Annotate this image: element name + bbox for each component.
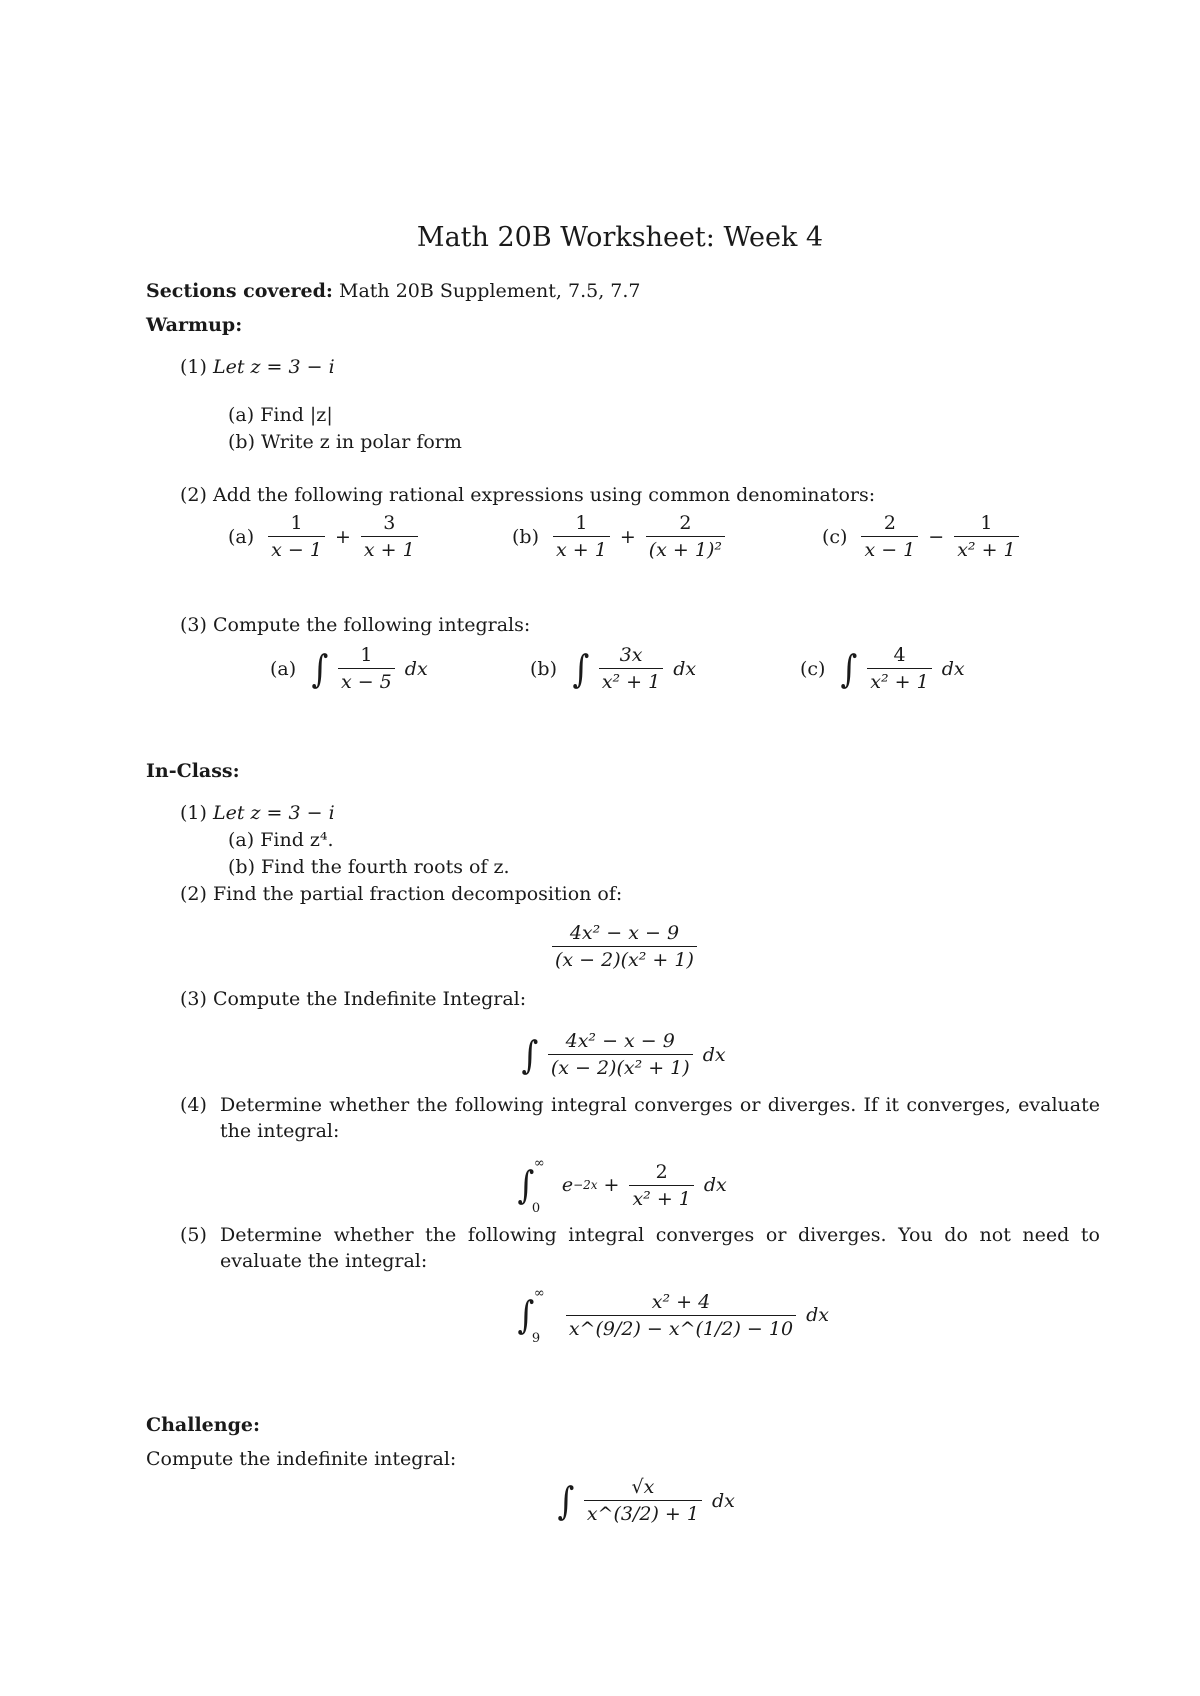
- challenge-text: Compute the indefinite integral:: [146, 1448, 457, 1470]
- fraction: [954, 512, 1018, 561]
- problem-number: (5): [180, 1224, 207, 1246]
- part-text: Find z⁴.: [260, 829, 334, 851]
- operator: +: [334, 525, 351, 548]
- problem-number: (2): [180, 484, 207, 506]
- numerator: 1: [575, 512, 588, 534]
- inclass-problem-4: [180, 1092, 1100, 1144]
- warmup-1a: [228, 404, 333, 426]
- integral-limits: [531, 1156, 556, 1216]
- numerator: 4x² − x − 9: [565, 1030, 675, 1052]
- denominator: x − 5: [338, 668, 395, 693]
- inclass-1a: [228, 829, 334, 851]
- inclass-2-expression: [548, 922, 701, 971]
- differential: dx: [404, 657, 428, 680]
- challenge-expression: [556, 1476, 735, 1525]
- part-label: (b): [530, 657, 557, 680]
- fraction: [566, 1291, 796, 1340]
- fraction: [552, 922, 697, 971]
- problem-text: Compute the Indefinite Integral:: [212, 988, 527, 1010]
- warmup-3c: [800, 644, 965, 693]
- numerator: 4: [893, 644, 906, 666]
- inclass-problem-1: [180, 802, 335, 824]
- warmup-2c: [822, 512, 1023, 561]
- operator: +: [603, 1174, 620, 1196]
- fraction: [867, 644, 931, 693]
- integral-sign: ∫: [311, 646, 329, 691]
- integral-sign: ∫: [840, 646, 858, 691]
- problem-text: Add the following rational expressions using common denominators:: [212, 484, 876, 506]
- problem-text: Determine whether the following integral converges or diverges. You do not need to evaluate the integral:: [220, 1224, 1100, 1272]
- numerator: 2: [655, 1160, 668, 1183]
- numerator: 1: [360, 644, 373, 666]
- problem-number: (4): [180, 1094, 207, 1116]
- numerator: 3: [383, 512, 396, 534]
- inclass-5-expression: [516, 1286, 829, 1346]
- warmup-1b: [228, 431, 462, 453]
- differential: dx: [711, 1489, 735, 1512]
- inclass-heading: In-Class:: [146, 760, 240, 782]
- problem-number: (2): [180, 883, 207, 905]
- differential: dx: [702, 1043, 726, 1066]
- problem-number: (1): [180, 356, 207, 378]
- fraction: [361, 512, 418, 561]
- warmup-3a: [270, 644, 428, 693]
- part-label: (a): [228, 829, 255, 851]
- fraction: [599, 644, 663, 693]
- part-label: (a): [270, 657, 297, 680]
- page-title: Math 20B Worksheet: Week 4: [416, 222, 824, 253]
- denominator: x + 1: [553, 536, 610, 561]
- operator: −: [928, 525, 945, 548]
- differential: dx: [673, 657, 697, 680]
- denominator: x^(3/2) + 1: [584, 1500, 702, 1525]
- warmup-problem-3: [180, 614, 530, 636]
- numerator: 2: [679, 512, 692, 534]
- fraction: [629, 1161, 693, 1210]
- problem-number: (3): [180, 614, 207, 636]
- denominator: x − 1: [268, 536, 325, 561]
- lower-limit: 0: [531, 1201, 541, 1216]
- part-label: (a): [228, 525, 255, 548]
- problem-text: Let z = 3 − i: [212, 802, 335, 824]
- denominator: (x − 2)(x² + 1): [552, 946, 697, 971]
- inclass-1b: [228, 856, 510, 878]
- problem-text: Find the partial fraction decomposition of:: [212, 883, 623, 905]
- differential: dx: [941, 657, 965, 680]
- inclass-4-expression: ∫ ∞ 0 e −2x + $\frac{2}{\text{x² + 1}}$ dx: [517, 1156, 727, 1216]
- fraction: [338, 644, 395, 693]
- denominator: x − 1: [861, 536, 918, 561]
- denominator: x² + 1: [954, 536, 1018, 561]
- integral-sign: ∫: [521, 1032, 539, 1077]
- warmup-problem-2: [180, 484, 875, 506]
- denominator: x² + 1: [629, 1185, 693, 1210]
- warmup-heading: Warmup:: [146, 314, 243, 336]
- warmup-2b: [512, 512, 729, 561]
- inclass-problem-2: [180, 883, 622, 905]
- inclass-3-expression: [520, 1030, 726, 1079]
- exponential-base: e: [561, 1174, 574, 1196]
- fraction: [548, 1030, 693, 1079]
- fraction: [646, 512, 725, 561]
- part-text: Find the fourth roots of z.: [261, 856, 510, 878]
- fraction: [553, 512, 610, 561]
- denominator: x + 1: [361, 536, 418, 561]
- part-label: (b): [228, 431, 255, 453]
- problem-number: (1): [180, 802, 207, 824]
- lower-limit: 9: [531, 1331, 541, 1346]
- warmup-2a: [228, 512, 422, 561]
- integral-sign: ∫: [572, 646, 590, 691]
- part-label: (b): [228, 856, 255, 878]
- problem-text: Let z = 3 − i: [212, 356, 335, 378]
- fraction: [268, 512, 325, 561]
- challenge-heading: Challenge:: [146, 1414, 260, 1436]
- warmup-3b: [530, 644, 696, 693]
- denominator: x^(9/2) − x^(1/2) − 10: [566, 1315, 796, 1340]
- problem-text: Determine whether the following integral converges or diverges. If it converges, evaluate the integral:: [220, 1094, 1100, 1142]
- fraction: [861, 512, 918, 561]
- numerator: 2: [883, 512, 896, 534]
- sections-value: Math 20B Supplement, 7.5, 7.7: [339, 280, 641, 302]
- denominator: (x − 2)(x² + 1): [548, 1054, 693, 1079]
- differential: dx: [806, 1304, 829, 1326]
- denominator: x² + 1: [599, 668, 663, 693]
- problem-text: Compute the following integrals:: [212, 614, 531, 636]
- part-label: (c): [822, 525, 848, 548]
- part-label: (a): [228, 404, 255, 426]
- integral-sign: ∫: [517, 1163, 535, 1207]
- numerator: 4x² − x − 9: [569, 922, 680, 944]
- part-text: Write z in polar form: [261, 431, 462, 453]
- inclass-problem-3: [180, 988, 526, 1010]
- numerator: √x: [631, 1476, 655, 1498]
- part-label: (c): [800, 657, 826, 680]
- inclass-problem-5: [180, 1222, 1100, 1274]
- numerator: x² + 4: [651, 1290, 711, 1313]
- integral-sign: ∫: [517, 1293, 535, 1337]
- sections-label: Sections covered:: [146, 280, 333, 302]
- integral-limits: [531, 1286, 556, 1346]
- denominator: (x + 1)²: [646, 536, 725, 561]
- part-text: Find |z|: [260, 404, 333, 426]
- upper-limit: ∞: [533, 1286, 545, 1301]
- integral-sign: ∫: [557, 1478, 575, 1523]
- numerator: 1: [980, 512, 993, 534]
- denominator: x² + 1: [867, 668, 931, 693]
- fraction: [584, 1476, 702, 1525]
- upper-limit: ∞: [533, 1156, 545, 1171]
- warmup-problem-1: [180, 356, 335, 378]
- sections-covered: [146, 280, 641, 302]
- differential: dx: [703, 1174, 727, 1196]
- problem-number: (3): [180, 988, 207, 1010]
- operator: +: [619, 525, 636, 548]
- numerator: 3x: [619, 644, 643, 666]
- part-label: (b): [512, 525, 539, 548]
- numerator: 1: [290, 512, 303, 534]
